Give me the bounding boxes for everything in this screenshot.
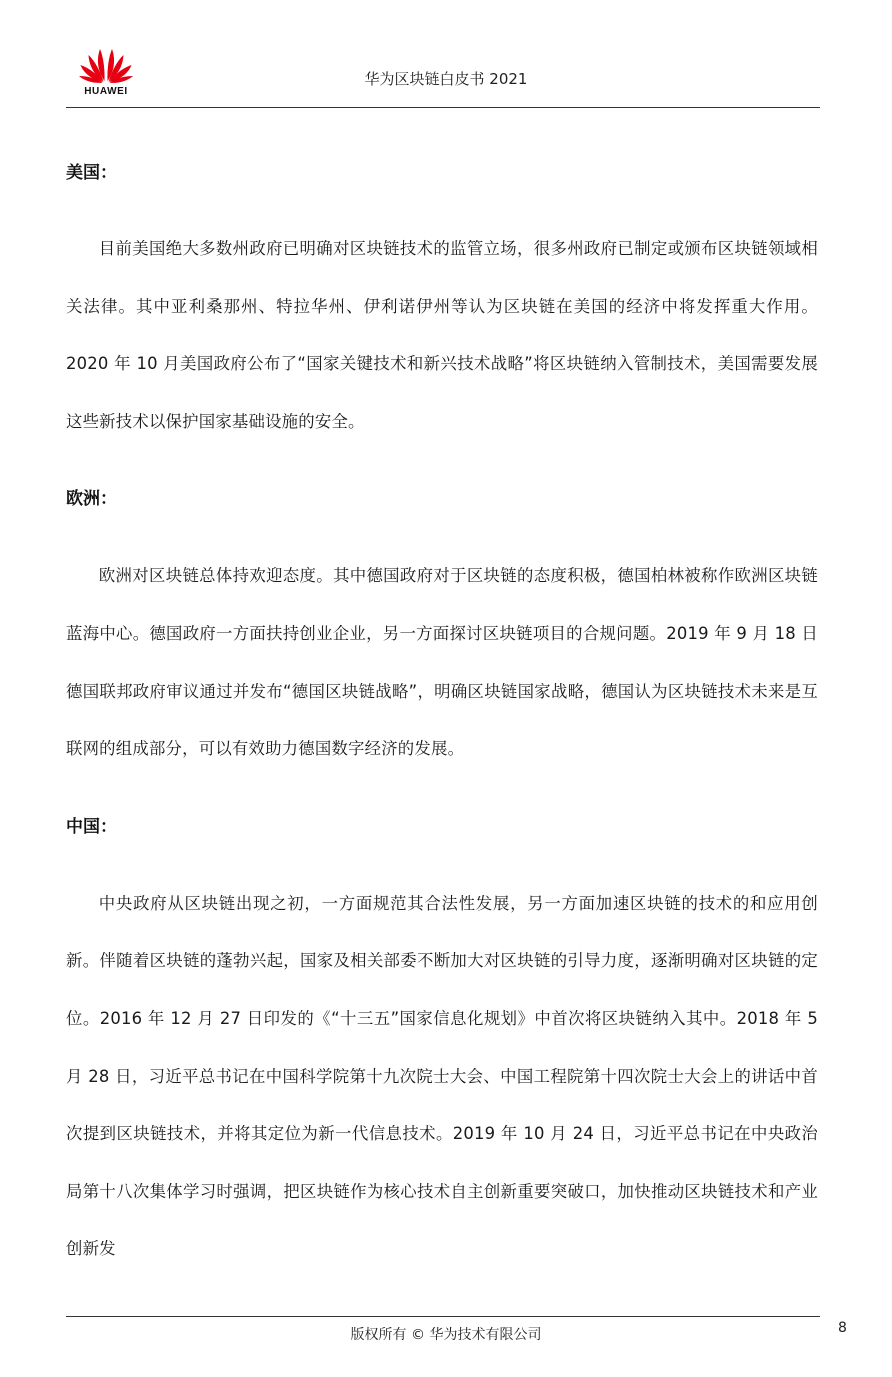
footer-divider — [66, 1316, 820, 1317]
brand-name: HUAWEI — [84, 86, 128, 97]
section-china — [66, 816, 818, 1278]
header-divider — [66, 107, 820, 108]
copyright-notice: 版权所有 © 华为技术有限公司 — [350, 1327, 542, 1343]
section-heading: 欧洲： — [66, 489, 117, 510]
paragraph: 中央政府从区块链出现之初，一方面规范其合法性发展，另一方面加速区块链的技术的和应用创新。伴随着区块链的蓬勃兴起，国家及相关部委不断加大对区块链的引导力度，逐渐明确对区块链的定位。2016 年 12 月 27 日印发的《“十三五”国家信息化规划》中首次将区块链纳入其中。2018 年 5 月 28 日，习近平总书记在中国科学院第十九次院士大会、中国工程院第十四次院士大会上的讲话中首次提到区块链技术，并将其定位为新一代信息技术。2019 年 10 月 24 日，习近平总书记在中央政治局第十八次集体学习时强调，把区块链作为核心技术自主创新重要突破口，加快推动区块链技术和产业创新发 — [66, 893, 818, 1259]
section-heading: 美国： — [66, 163, 117, 183]
paragraph: 欧洲对区块链总体持欢迎态度。其中德国政府对于区块链的态度积极，德国柏林被称作欧洲区块链蓝海中心。德国政府一方面扶持创业企业，另一方面探讨区块链项目的合规问题。2019 年 9 月 18 日德国联邦政府审议通过并发布“德国区块链战略”，明确区块链国家战略，德国认为区块链技术未来是互联网的组成部分，可以有效助力德国数字经济的发展。 — [66, 566, 818, 759]
paragraph: 目前美国绝大多数州政府已明确对区块链技术的监管立场，很多州政府已制定或颁布区块链领域相关法律。其中亚利桑那州、特拉华州、伊利诺伊州等认为区块链在美国的经济中将发挥重大作用。2020 年 10 月美国政府公布了“国家关键技术和新兴技术战略”将区块链纳入管制技术，美国需要发展这些新技术以保护国家基础设施的安全。 — [66, 239, 818, 431]
section-usa — [66, 162, 818, 450]
section-europe — [66, 488, 818, 777]
document-title: 华为区块链白皮书 2021 — [364, 70, 528, 88]
page-body — [66, 150, 818, 1278]
page-number: 8 — [838, 1320, 847, 1336]
section-heading: 中国： — [66, 816, 117, 837]
page-header — [0, 0, 892, 112]
